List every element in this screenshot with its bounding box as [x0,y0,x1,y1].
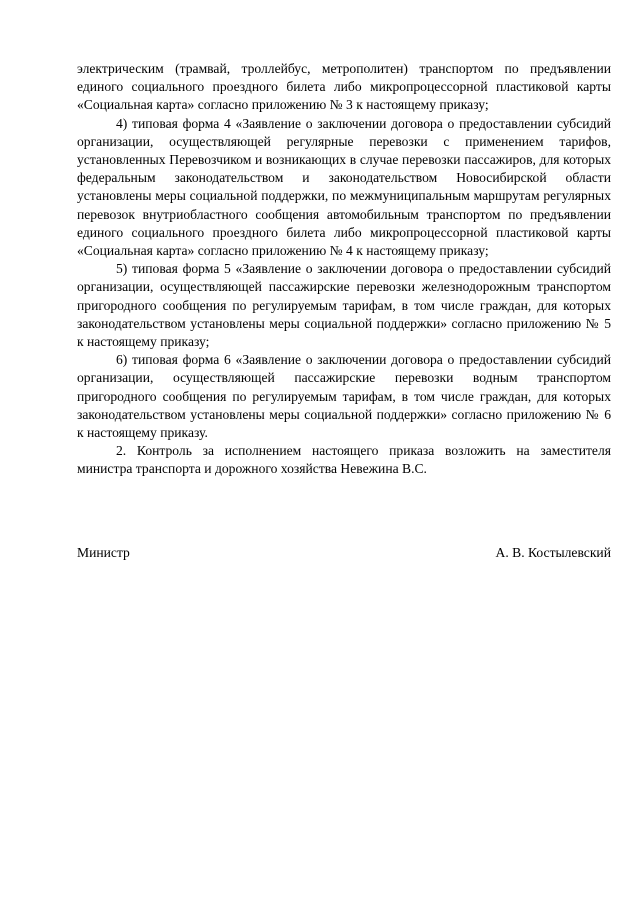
paragraph-clause-2: 2. Контроль за исполнением настоящего приказа возложить на заместителя министра транспорта и дорожного хозяйства Невежина В.С. [77,443,611,477]
signatory-role: Министр [77,545,130,560]
document-body [77,60,611,479]
paragraph-item-4: 4) типовая форма 4 «Заявление о заключении договора о предоставлении субсидий организации, осуществляющей регулярные перевозки с применением тарифов, установленных Перевозчиком и возникающих в случае перевозки пассажиров, для которых федеральным законодательством и законодательством Новосибирской области установлены меры социальной поддержки, по межмуниципальным маршрутам регулярных перевозок внутриобластного сообщения автомобильным транспортом по предъявлении единого социального проездного билета либо микропроцессорной пластиковой карты «Социальная карта» согласно приложению № 4 к настоящему приказу; [77,115,611,259]
document-text [77,60,611,479]
paragraph-continuation: электрическим (трамвай, троллейбус, метрополитен) транспортом по предъявлении единого социального проездного билета либо микропроцессорной пластиковой карты «Социальная карта» согласно приложению № 3 к настоящему приказу; [77,61,611,113]
paragraph-item-5: 5) типовая форма 5 «Заявление о заключении договора о предоставлении субсидий организации, осуществляющей пассажирские перевозки железнодорожным транспортом пригородного сообщения по регулируемым тарифам, в том числе граждан, для которых законодательством установлены меры социальной поддержки» согласно приложению № 5 к настоящему приказу; [77,261,611,350]
paragraph-item-6: 6) типовая форма 6 «Заявление о заключении договора о предоставлении субсидий организации, осуществляющей пассажирские перевозки водным транспортом пригородного сообщения по регулируемым тарифам, в том числе граждан, для которых законодательством установлены меры социальной поддержки» согласно приложению № 6 к настоящему приказу. [77,352,611,441]
signatory-name: А. В. Костылевский [495,545,611,560]
